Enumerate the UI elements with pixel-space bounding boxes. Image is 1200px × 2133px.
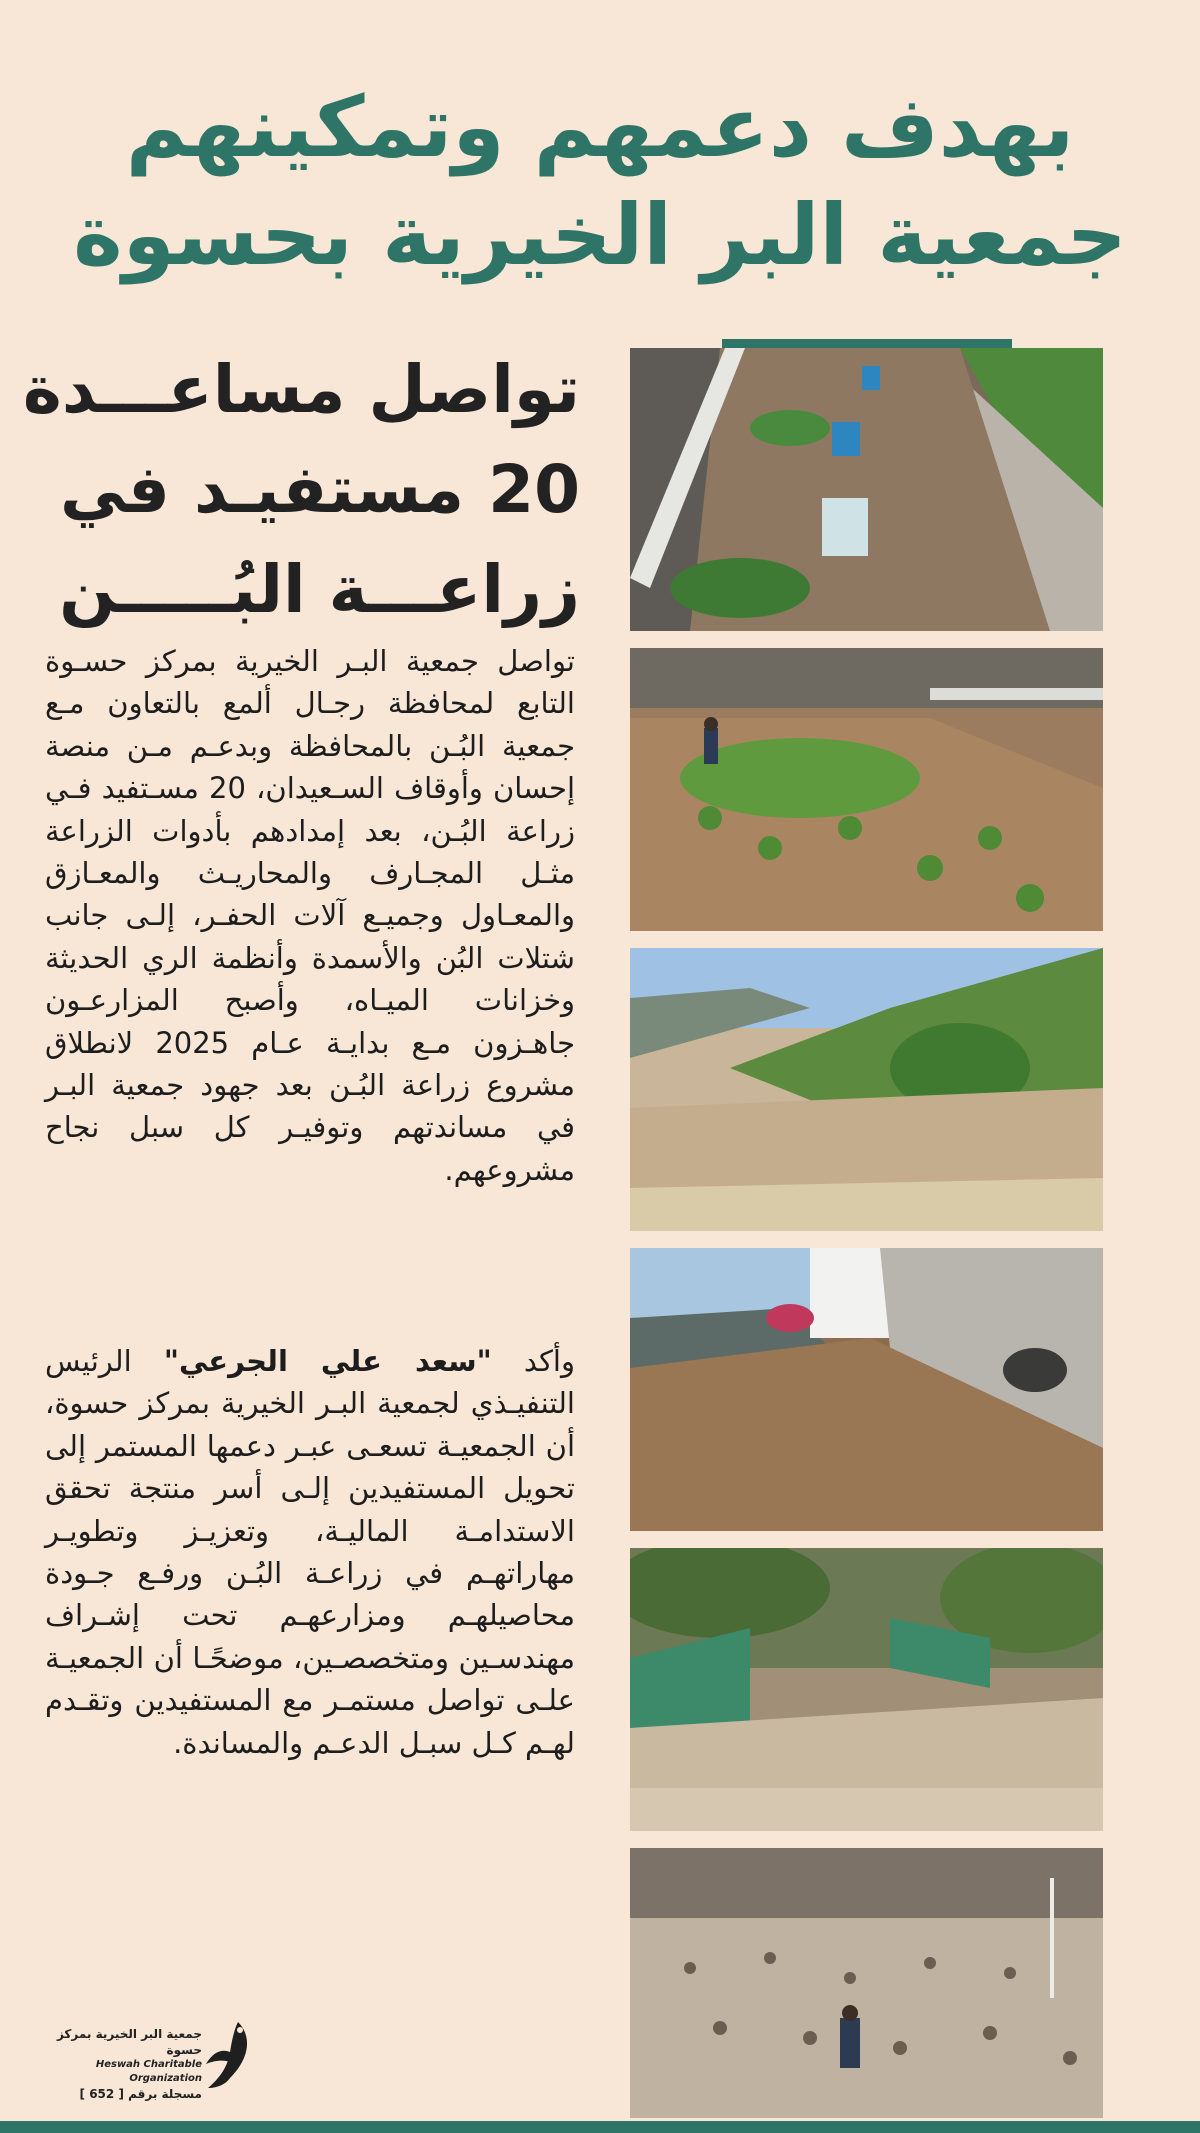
headline-line-1: بهدف دعمهم وتمكينهم xyxy=(125,78,1075,176)
farm-photo-3 xyxy=(630,948,1103,1231)
subtitle-line-3: زراعـــة البُـــــن xyxy=(59,551,580,628)
executive-name: "سعد علي الجرعي" xyxy=(163,1344,492,1378)
logo-text xyxy=(30,2026,202,2102)
logo-name-en: Heswah Charitable Organization xyxy=(95,2059,202,2084)
paragraph-2-rest: الرئيس التنفيـذي لجمعية البـر الخيرية بمركز حسوة، أن الجمعيـة تسعـى عبـر دعمها المستمر إلى تحويل المستفيدين إلـى أسر منتجة تحقق الاستدامـة الماليـة، وتعزيـز وتطويـر مهاراتهـم في زراعـة البُـن ورفـع جـودة محاصيلهـم ومزارعهـم تحت إشـراف مهندسـين ومتخصصـين، موضحًـا أن الجمعيـة علـى تواصل مستمـر مع المستفيدين وتقـدم لهـم كـل سبـل الدعـم والمساندة. xyxy=(45,1344,575,1760)
logo-name-ar: جمعية البر الخيرية بمركز حسوة xyxy=(56,2027,202,2057)
subtitle-line-1: تواصل مساعـــدة xyxy=(22,351,580,428)
farm-photo-6 xyxy=(630,1848,1103,2118)
logo-registration: مسجلة برقم [ 652 ] xyxy=(79,2087,202,2101)
headline-line-2: جمعية البر الخيرية بحسوة xyxy=(73,186,1127,284)
paragraph-2 xyxy=(45,1340,575,1764)
organization-logo xyxy=(30,2010,260,2101)
leaf-bird-logo-icon xyxy=(200,2018,260,2090)
farm-photo-4 xyxy=(630,1248,1103,1531)
paragraph-1: تواصل جمعية البـر الخيرية بمركز حسـوة التابع لمحافظة رجـال ألمع بالتعاون مـع جمعية البُـن بالمحافظة وبدعـم مـن منصة إحسان وأوقاف السـعيدان، 20 مسـتفيد فـي زراعة البُـن، بعد إمدادهم بأدوات الزراعة مثـل المجـارف والمحاريـث والمعـازق والمعـاول وجميـع آلات الحفـر، إلـى جانب شتلات البُن والأسمدة وأنظمة الري الحديثة وخزانات الميـاه، وأصبح المزارعـون جاهـزون مـع بدايـة عـام 2025 لانطلاق مشروع زراعة البُـن بعد جهود جمعية البـر في مساندتهم وتوفيـر كل سبل نجاح مشروعهم. xyxy=(45,644,576,1187)
farm-photo-5 xyxy=(630,1548,1103,1831)
subtitle-line-2: 20 مستفيـد في xyxy=(60,451,580,528)
farm-photo-2 xyxy=(630,648,1103,931)
paragraph-2-lead: وأكد xyxy=(491,1344,575,1378)
farm-photo-1 xyxy=(630,348,1103,631)
subtitle xyxy=(22,340,580,640)
bottom-accent-bar xyxy=(0,2121,1200,2133)
